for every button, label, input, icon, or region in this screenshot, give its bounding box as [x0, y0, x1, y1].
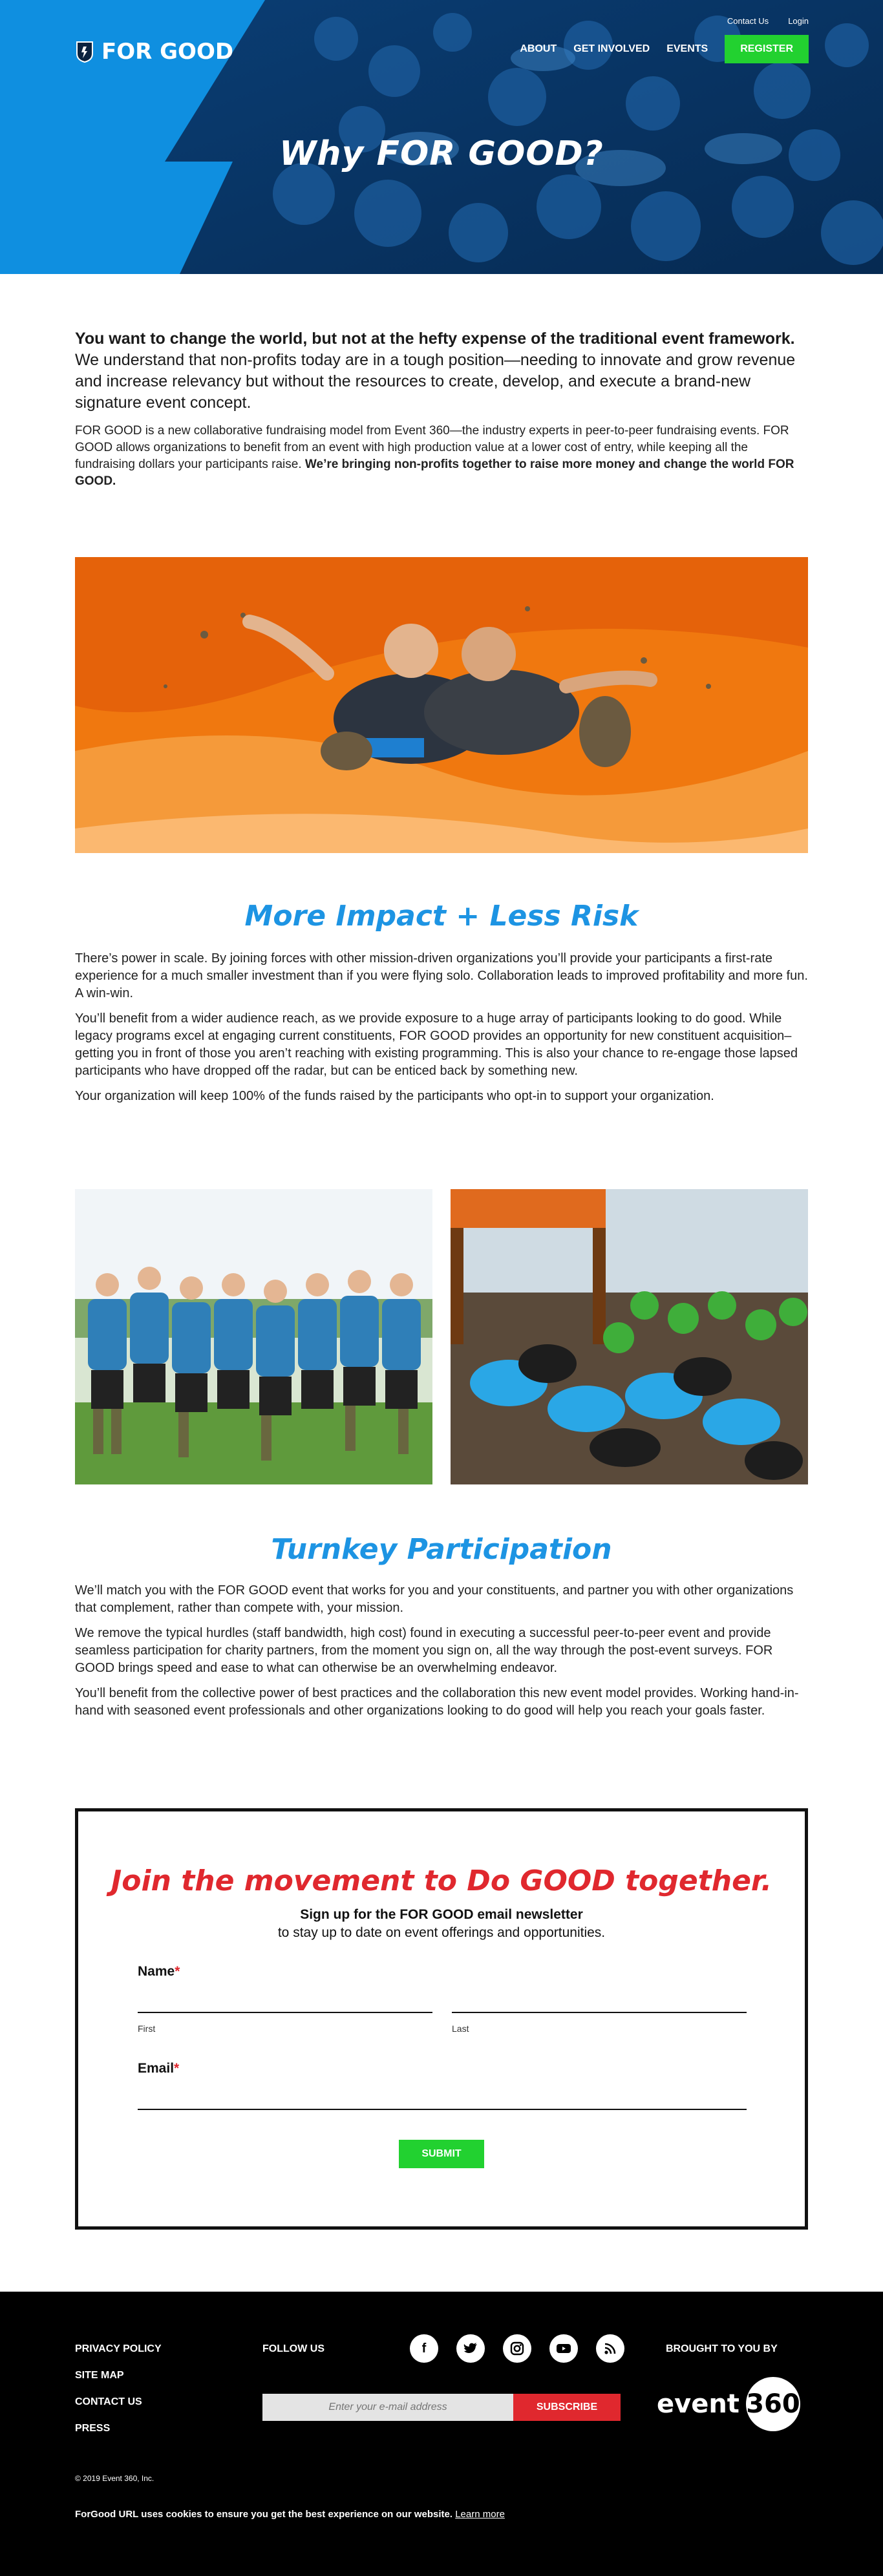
- newsletter-signup-form: [75, 1808, 808, 2230]
- submit-button[interactable]: SUBMIT: [399, 2140, 484, 2168]
- hero-banner: [0, 0, 883, 274]
- logo[interactable]: [76, 39, 233, 65]
- intro-body-text: FOR GOOD is a new collaborative fundraising model from Event 360—the industry experts in peer-to-peer fundraising events. FOR GOOD allows organizations to benefit from an event with high production value at a lower cost of entry, while keeping all the fundraising dollars your participants raise.: [75, 424, 789, 471]
- intro-body: [75, 423, 808, 490]
- first-name-label: First: [138, 2023, 156, 2034]
- impact-paragraph: You’ll benefit from a wider audience reach, as we provide exposure to a huge array of participants looking to do good. While legacy programs excel at engaging current constituents, FOR GOOD provides an opportunity for new constituent acquisition–getting you in front of those you aren’t reaching with existing programming. This is also your chance to re-engage those lapsed participants who have dropped off the radar, but can be enticed back by something new.: [75, 1011, 798, 1078]
- privacy-policy-link[interactable]: PRIVACY POLICY: [75, 2343, 162, 2354]
- footer-email-input[interactable]: [262, 2394, 513, 2421]
- main-nav: [520, 35, 809, 63]
- utility-nav: [727, 16, 809, 26]
- twitter-icon[interactable]: [456, 2334, 485, 2363]
- last-name-underline: [452, 2012, 747, 2013]
- signup-subtitle-bold: Sign up for the FOR GOOD email newsletter: [300, 1907, 583, 1922]
- nav-get-involved[interactable]: GET INVOLVED: [573, 43, 650, 54]
- nav-about[interactable]: ABOUT: [520, 43, 557, 54]
- intro-lead-bold: You want to change the world, but not at the hefty expense of the traditional event framework.: [75, 330, 795, 348]
- signup-title: Join the movement to Do GOOD together.: [111, 1864, 772, 1897]
- press-link[interactable]: PRESS: [75, 2423, 111, 2434]
- impact-title: More Impact + Less Risk: [244, 900, 639, 933]
- turnkey-paragraph: We remove the typical hurdles (staff bandwidth, high cost) found in executing a successful peer-to-peer event and provide seamless participation for charity partners, from the moment you sign on, all the way through the post-event surveys. FOR GOOD brings speed and ease to what can otherwise be an overwhelming endeavor.: [75, 1626, 773, 1675]
- social-icons: [410, 2334, 624, 2363]
- brought-to-you-label: BROUGHT TO YOU BY: [666, 2343, 778, 2354]
- contact-us-link[interactable]: Contact Us: [727, 16, 769, 26]
- mud-slide-photo: [75, 557, 808, 853]
- signup-subtitle: to stay up to date on event offerings and opportunities.: [277, 1925, 606, 1940]
- follow-us-label: FOLLOW US: [262, 2343, 324, 2354]
- page-title: Why FOR GOOD?: [279, 134, 604, 173]
- first-name-input[interactable]: [138, 1991, 432, 2012]
- last-name-input[interactable]: [452, 1991, 747, 2012]
- rss-icon[interactable]: [596, 2334, 624, 2363]
- intro-lead: [75, 328, 808, 414]
- required-mark: *: [175, 1964, 180, 1979]
- learn-more-link[interactable]: Learn more: [455, 2509, 505, 2520]
- required-mark: *: [174, 2061, 180, 2076]
- turnkey-paragraph: We’ll match you with the FOR GOOD event that works for you and your constituents, and partner you with other organizations that complement, rather than compete with, your mission.: [75, 1583, 794, 1615]
- intro-body-bold: We’re bringing non-profits together to raise more money and change the world FOR GOOD.: [75, 458, 794, 488]
- email-label-text: Email: [138, 2061, 175, 2076]
- brand-name: FOR GOOD: [101, 39, 234, 65]
- facebook-icon[interactable]: f: [410, 2334, 438, 2363]
- impact-paragraph: Your organization will keep 100% of the funds raised by the participants who opt-in to support your organization.: [75, 1089, 714, 1103]
- cookie-notice: [75, 2509, 505, 2520]
- email-label: [138, 2061, 179, 2076]
- intro-section: [75, 328, 808, 490]
- turnkey-paragraph: You’ll benefit from the collective power of best practices and the collaboration this new event model provides. Working hand-in-hand with seasoned event professionals and other organizations looking to do good will help you reach your goals faster.: [75, 1686, 799, 1718]
- first-name-underline: [138, 2012, 432, 2013]
- shield-icon: [76, 41, 94, 63]
- impact-paragraph: There’s power in scale. By joining forces with other mission-driven organizations you’ll provide your participants a first-rate experience for a much smaller investment than if you were flying solo. Collaboration leads to improved profitability and more fun. A win-win.: [75, 951, 808, 1000]
- intro-lead-rest: We understand that non-profits today are in a tough position—needing to innovate and grow revenue and increase relevancy but without the resources to create, develop, and execute a brand-new signature event concept.: [75, 351, 796, 412]
- tug-of-war-photo: [451, 1189, 808, 1484]
- turnkey-body: [75, 1582, 808, 1727]
- team-photo: [75, 1189, 432, 1484]
- footer-links: [75, 2343, 162, 2449]
- email-input[interactable]: [138, 2088, 747, 2109]
- copyright: © 2019 Event 360, Inc.: [75, 2474, 154, 2483]
- register-button[interactable]: REGISTER: [725, 35, 809, 63]
- cookie-text: ForGood URL uses cookies to ensure you get the best experience on our website.: [75, 2509, 453, 2520]
- event360-badge: 360: [746, 2377, 800, 2431]
- name-label-text: Name: [138, 1964, 175, 1979]
- name-label: [138, 1964, 180, 1980]
- youtube-icon[interactable]: [549, 2334, 578, 2363]
- event360-word: event: [657, 2389, 739, 2419]
- instagram-icon[interactable]: [503, 2334, 531, 2363]
- site-map-link[interactable]: SITE MAP: [75, 2370, 124, 2381]
- login-link[interactable]: Login: [788, 16, 809, 26]
- subscribe-button[interactable]: SUBSCRIBE: [513, 2394, 621, 2421]
- footer: [0, 2292, 883, 2576]
- contact-us-footer-link[interactable]: CONTACT US: [75, 2396, 142, 2407]
- impact-body: [75, 950, 808, 1113]
- event360-logo[interactable]: [657, 2377, 800, 2431]
- email-underline: [138, 2109, 747, 2110]
- last-name-label: Last: [452, 2023, 469, 2034]
- nav-events[interactable]: EVENTS: [666, 43, 708, 54]
- turnkey-title: Turnkey Participation: [271, 1533, 612, 1566]
